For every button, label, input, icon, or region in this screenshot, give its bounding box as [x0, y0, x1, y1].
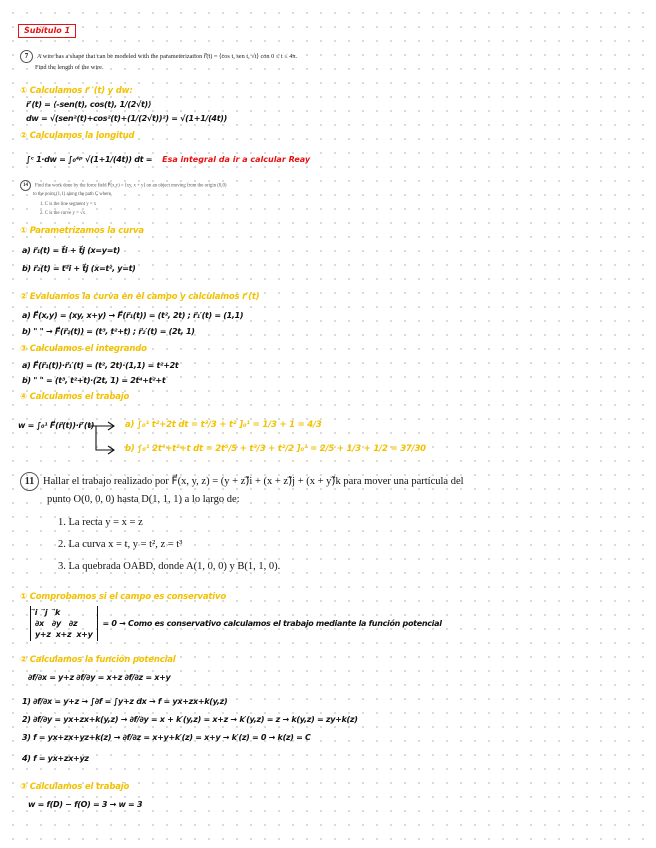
- branch-arrow: [88, 415, 122, 455]
- problem-text-line: to the point (1,1) along the path C where: [33, 192, 111, 197]
- problem-item: 1. C is the line segment y = x: [40, 202, 97, 207]
- determinant: [30, 606, 442, 641]
- problem-14: [20, 180, 226, 217]
- problem-item: 1. La recta y = x = z: [58, 517, 143, 528]
- problem-7: [20, 50, 297, 72]
- matrix-cell: ⃗i: [35, 608, 38, 617]
- problem-text-line: Find the length of the wire.: [35, 64, 104, 71]
- matrix-cell: ⃗k: [55, 608, 61, 617]
- matrix-cell: ∂y: [51, 619, 61, 628]
- handwritten-line: ∫ᶜ 1·dw = ∫₀⁴ᵖ √(1+1/(4t)) dt =: [26, 155, 153, 164]
- problem-item: 2. La curva x = t, y = t², z = t³: [58, 539, 183, 550]
- handwritten-line: 2) ∂f/∂y = yx+zx+k(y,z) → ∂f/∂y = x + k′(y,z) = x+z → k′(y,z) = z → k(y,z) = zy+k(z): [22, 715, 358, 724]
- matrix-cell: x+y: [76, 630, 93, 639]
- page-title: Subítulo 1: [18, 24, 76, 38]
- handwritten-line: 1) ∂f/∂x = y+z → ∫∂f = ∫y+z dx → f = yx+zx+k(y,z): [22, 697, 228, 706]
- step-heading: ① Comprobamos si el campo es conservativo: [20, 592, 226, 602]
- handwritten-line: b) " " = (t³, t²+t)·(2t, 1) = 2t⁴+t²+t: [22, 376, 166, 385]
- handwritten-line: dw = √(sen²(t)+cos²(t)+(1/(2√t))²) = √(1+1/(4t)): [26, 114, 227, 123]
- problem-11: [20, 472, 464, 575]
- matrix-cell: x+z: [55, 630, 72, 639]
- problem-text-line: Find the work done by the force field F⃗(x,y) = ⟨xy, x + y⟩ on an object moving from the origin (0,0): [35, 183, 227, 189]
- step-heading: ④ Calculamos el trabajo: [20, 392, 130, 402]
- handwritten-line: a) F⃗(r⃗₁(t))·r⃗₁′(t) = (t², 2t)·(1,1) = t²+2t: [22, 361, 179, 370]
- step-heading: ① Parametrizamos la curva: [20, 226, 144, 236]
- step-heading: ② Calculamos la función potencial: [20, 655, 176, 665]
- problem-text-line: punto O(0, 0, 0) hasta D(1, 1, 1) a lo largo de:: [47, 494, 240, 505]
- step-heading: ② Calculamos la longitud: [20, 131, 135, 141]
- matrix-cell: ∂z: [68, 619, 78, 628]
- step-heading: ③ Calculamos el integrando: [20, 344, 147, 354]
- problem-number: 14: [20, 180, 31, 191]
- problem-item: 2. C is the curve y = √x: [40, 211, 86, 216]
- handwritten-line: 4) f = yx+zx+yz: [22, 754, 89, 763]
- step-heading: ① Calculamos r⃗ ′(t) y dw:: [20, 86, 133, 96]
- handwritten-line: w = ∫₀¹ F⃗(r⃗(t))·r⃗′(t): [18, 421, 95, 430]
- handwritten-line: b) " " → F⃗(r⃗₂(t)) = (t³, t²+t) ; r⃗₂′(t) = (2t, 1): [22, 327, 195, 336]
- handwritten-result: a) ∫₀¹ t²+2t dt = t³/3 + t² ]₀¹ = 1/3 + 1 = 4/3: [125, 420, 322, 430]
- handwritten-line: ∂f/∂x = y+z ∂f/∂y = x+z ∂f/∂z = x+y: [28, 673, 171, 682]
- handwritten-line: = 0 → Como es conservativo calculamos el trabajo mediante la función potencial: [102, 618, 442, 628]
- problem-number: 11: [20, 472, 39, 491]
- handwritten-line: r⃗′(t) = ⟨-sen(t), cos(t), 1/(2√t)⟩: [26, 100, 152, 109]
- handwritten-result: b) ∫₀¹ 2t⁴+t²+t dt = 2t⁵/5 + t³/3 + t²/2 ]₀¹ = 2/5 + 1/3 + 1/2 = 37/30: [125, 444, 426, 454]
- handwritten-line: a) r⃗₁(t) = t⃗i + t⃗j (x=y=t): [22, 246, 121, 255]
- matrix-cell: ⃗j: [45, 608, 48, 617]
- matrix-cell: ∂x: [35, 619, 44, 628]
- handwritten-line: w = f(D) − f(O) = 3 → w = 3: [28, 800, 143, 809]
- step-heading: ③ Calculamos el trabajo: [20, 782, 130, 792]
- problem-text-line: Hallar el trabajo realizado por F⃗(x, y, z) = (y + z)⃗i + (x + z)⃗j + (x + y)⃗k para mover una partícula del: [43, 475, 464, 487]
- handwritten-line: 3) f = yx+zx+yz+k(z) → ∂f/∂z = x+y+k′(z) = x+y → k′(z) = 0 → k(z) = C: [22, 733, 311, 742]
- matrix-cell: y+z: [35, 630, 51, 639]
- step-heading: ② Evaluamos la curva en el campo y calculamos r⃗′(t): [20, 292, 260, 302]
- handwritten-line: a) F⃗(x,y) = (xy, x+y) → F⃗(r⃗₁(t)) = (t², 2t) ; r⃗₁′(t) = (1,1): [22, 311, 244, 320]
- problem-item: 3. La quebrada OABD, donde A(1, 0, 0) y B(1, 1, 0).: [58, 561, 281, 572]
- problem-text-line: A wire has a shape that can be modeled with the parameterization r⃗(t) = ⟨cos t, sen t, √t⟩ con 0 ≤ t ≤ 4π.: [37, 52, 298, 60]
- handwritten-note: Esa integral da ir a calcular Reay: [162, 155, 311, 164]
- problem-number: 7: [20, 50, 33, 63]
- handwritten-line: b) r⃗₂(t) = t²⃗i + t⃗j (x=t², y=t): [22, 264, 136, 273]
